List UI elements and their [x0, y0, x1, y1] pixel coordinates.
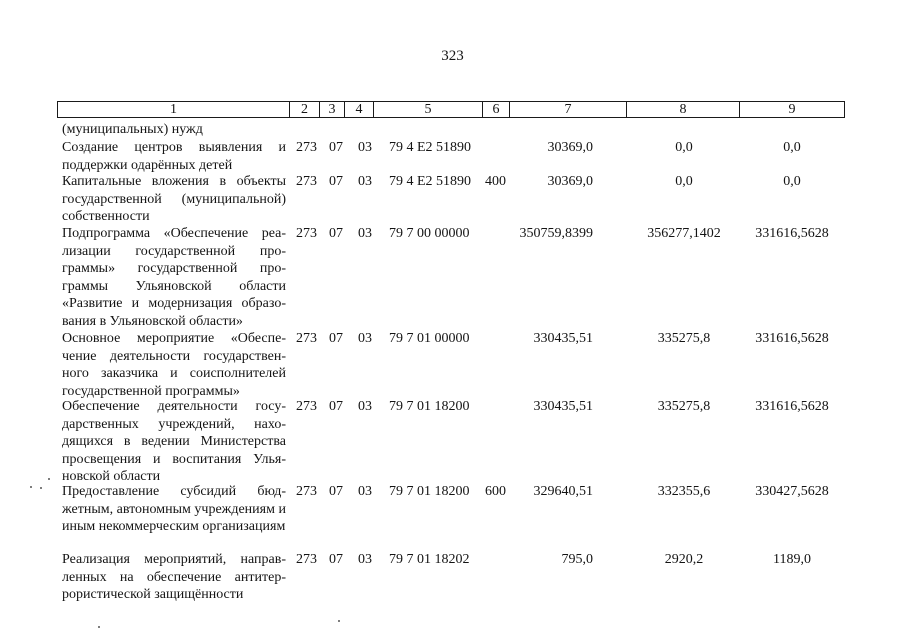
row-col-5: 79 7 00 00000: [389, 226, 470, 241]
row-col-3: 07: [329, 399, 343, 414]
header-col-3: 3: [320, 102, 345, 117]
row-col-5: 79 7 01 00000: [389, 331, 470, 346]
row-col-6: 400: [485, 174, 506, 189]
row-col-7: 30369,0: [547, 140, 593, 155]
row-col-9: 0,0: [783, 140, 801, 155]
row-col-9: 331616,5628: [755, 226, 829, 241]
row-name: Капитальные вложения в объекты государственной (муниципальной) собственности: [62, 174, 286, 224]
header-col-7: 7: [510, 102, 627, 117]
row-col-8: 335275,8: [657, 331, 711, 346]
header-col-6: 6: [483, 102, 510, 117]
row-col-8: 335275,8: [657, 399, 711, 414]
row-col-7: 795,0: [561, 552, 593, 567]
row-col-8: 2920,2: [664, 552, 704, 567]
row-col-8: 356277,1402: [647, 226, 721, 241]
scan-speck: [48, 478, 50, 480]
page-number: 323: [441, 48, 464, 64]
row-col-4: 03: [358, 399, 372, 414]
row-col-5: 79 7 01 18202: [389, 552, 470, 567]
row-col-2: 273: [296, 399, 317, 414]
row-col-8: 0,0: [675, 174, 693, 189]
row-col-3: 07: [329, 140, 343, 155]
row-col-9: 331616,5628: [755, 399, 829, 414]
row-col-3: 07: [329, 174, 343, 189]
row-col-3: 07: [329, 484, 343, 499]
row-col-2: 273: [296, 552, 317, 567]
row-name: Подпрограмма «Обеспечение реализации государственной программы» государственной программы Ульяновской области «Развитие и модернизация образования в Ульяновской области»: [62, 226, 286, 329]
row-col-5: 79 4 Е2 51890: [389, 174, 472, 189]
row-col-2: 273: [296, 226, 317, 241]
row-col-2: 273: [296, 174, 317, 189]
scan-speck: [30, 486, 32, 488]
row-name: Предоставление субсидий бюджетным, автономным учреждениям и иным некоммерческим организациям: [62, 484, 286, 534]
row-col-4: 03: [358, 484, 372, 499]
header-col-4: 4: [345, 102, 374, 117]
row-col-3: 07: [329, 226, 343, 241]
header-col-2: 2: [290, 102, 320, 117]
scan-speck: [338, 620, 340, 622]
row-col-9: 330427,5628: [755, 484, 829, 499]
row-col-7: 30369,0: [547, 174, 593, 189]
scan-speck: [40, 487, 42, 489]
row-col-3: 07: [329, 552, 343, 567]
row-col-4: 03: [358, 140, 372, 155]
row-col-9: 0,0: [783, 174, 801, 189]
table-header: [57, 101, 845, 118]
row-col-4: 03: [358, 552, 372, 567]
row-name: (муниципальных) нужд: [62, 122, 203, 137]
header-col-9: 9: [788, 102, 796, 117]
row-col-4: 03: [358, 226, 372, 241]
row-col-6: 600: [485, 484, 506, 499]
row-col-7: 330435,51: [533, 399, 593, 414]
row-name: Создание центров выявления и поддержки одарённых детей: [62, 140, 286, 173]
scan-speck: [98, 626, 100, 628]
header-col-5: 5: [374, 102, 483, 117]
row-col-8: 0,0: [675, 140, 693, 155]
row-col-3: 07: [329, 331, 343, 346]
row-col-2: 273: [296, 140, 317, 155]
header-col-1: 1: [58, 102, 290, 117]
row-col-8: 332355,6: [657, 484, 711, 499]
row-col-9: 1189,0: [773, 552, 811, 567]
row-col-2: 273: [296, 331, 317, 346]
row-col-7: 329640,51: [533, 484, 593, 499]
row-col-9: 331616,5628: [755, 331, 829, 346]
row-col-4: 03: [358, 331, 372, 346]
row-name: Обеспечение деятельности государственных учреждений, находящихся в ведении Министерства просвещения и воспитания Ульяновской области: [62, 399, 286, 484]
row-name: Основное мероприятие «Обеспечение деятельности государственного заказчика и соисполнителей государственной программы»: [62, 331, 286, 399]
row-name: Реализация мероприятий, направленных на обеспечение антитеррористической защищённости: [62, 552, 286, 602]
row-col-7: 350759,8399: [519, 226, 593, 241]
row-col-4: 03: [358, 174, 372, 189]
row-col-7: 330435,51: [533, 331, 593, 346]
header-col-8: 8: [627, 102, 740, 117]
row-col-5: 79 7 01 18200: [389, 484, 470, 499]
row-col-5: 79 7 01 18200: [389, 399, 470, 414]
row-col-2: 273: [296, 484, 317, 499]
row-col-5: 79 4 Е2 51890: [389, 140, 472, 155]
